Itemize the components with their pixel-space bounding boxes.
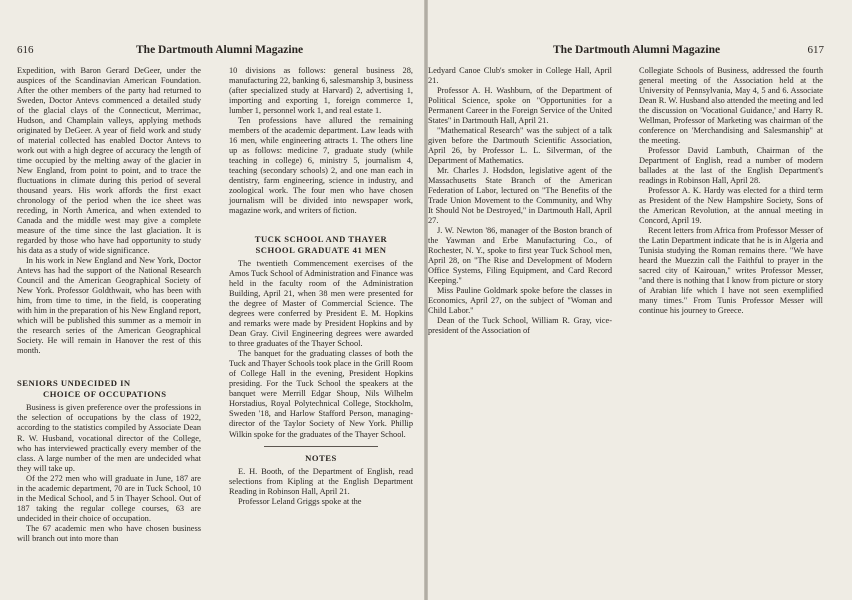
heading-line: TUCK SCHOOL AND THAYER bbox=[254, 234, 388, 245]
paragraph: 10 divisions as follows: general business 28, manufacturing 22, banking 6, salesmanship 3, business (after specialized study at Harvard) 2, advertising 1, importing and exporting 1, foreign commerce 1, lumber 1, personnel work 1, and real estate 1. bbox=[229, 66, 413, 116]
paragraph: The 67 academic men who have chosen business will branch out into more than bbox=[17, 523, 201, 543]
heading-line: SCHOOL GRADUATE 41 MEN bbox=[255, 244, 387, 255]
page-number: 617 bbox=[807, 44, 824, 56]
paragraph: Recent letters from Africa from Professor Messer of the Latin Department indicate that he is in Algeria and Tunisia studying the Roman remains there. "We have heard the Muezzin call the Faithful to prayer in the sacred city of Kairouan," writes Professor Messer, "and there is nothing that I know from picture or story of Arabian life which I have not seen exemplified many times." From Tunis Professor Messer will continue his journey to Greece. bbox=[639, 226, 823, 316]
paragraph: Ten professions have allured the remaining members of the academic department. Law leads with 16 men, while engineering attracts 1. The others line up as follows: medicine 7, graduate study (while teaching in college) 6, ministry 5, journalism 4, teaching (secondary schools) 2, and one man each in dentistry, farm engineering, science in industry, and zoological work. The four men who have chosen journalism will be divided into newspaper work, magazine work, and writers of fiction. bbox=[229, 116, 413, 216]
paragraph: Of the 272 men who will graduate in June, 187 are in the academic department, 70 are in Tuck School, 10 in the Medical School, and 5 in Thayer School. Out of 187 taking the regular college courses, 63 are undecided in their choice of occupation. bbox=[17, 473, 201, 523]
paragraph: Mr. Charles J. Hodsdon, legislative agent of the Massachusetts State Branch of the American Federation of Labor, lectured on "The Benefits of the Trade Union Movement to the Community, and Why It Should Not be Destroyed," in Dartmouth Hall, April 27. bbox=[428, 166, 612, 226]
paragraph: Miss Pauline Goldmark spoke before the classes in Economics, April 27, on the subject of "Woman and Child Labor." bbox=[428, 286, 612, 316]
page-number: 616 bbox=[17, 44, 34, 56]
paragraph: Expedition, with Baron Gerard DeGeer, under the auspices of the Scandinavian American Foundation. After the other members of the party had returned to Sweden, Doctor Antevs commenced a detailed study of the glacial clays of the Connecticut, Merrimac, Hudson, and Champlain valleys, applying methods originated by DeGeer. A year of field work and study of material collected has enabled Doctor Antevs to work out with a high degree of accuracy the length of time occupied by the melting away of the glacier in New England, from point to point, and to trace the fluctuations in climate during this period of several thousand years. His work affords the first exact chronology of the period when the ice sheet was receding, in North America, and when extended to Canada and the middle west may give a complete measure of the time since the last glaciation. It is regarded by those who have had opportunity to study his data as a study of wide significance. bbox=[17, 66, 201, 256]
paragraph: Professor David Lambuth, Chairman of the Department of English, read a number of modern ballades at the last of the English Department's readings in Robinson Hall, April 28. bbox=[639, 146, 823, 186]
paragraph: Dean of the Tuck School, William R. Gray, vice-president of the Association of bbox=[428, 316, 612, 336]
paragraph: E. H. Booth, of the Department of English, read selections from Kipling at the English Department Reading in Robinson Hall, April 21. bbox=[229, 467, 413, 497]
section-heading-notes: NOTES bbox=[305, 452, 337, 463]
paragraph: Business is given preference over the professions in the selection of occupations by the class of 1922, according to the statistics compiled by Associate Dean R. W. Husband, vocational director of the College, who has interviewed practically every member of the class. A large number of the men are undecided what they will take up. bbox=[17, 403, 201, 473]
heading-line: CHOICE OF OCCUPATIONS bbox=[43, 388, 167, 399]
divider bbox=[264, 446, 378, 447]
right-page bbox=[428, 0, 852, 600]
right-page-header bbox=[428, 44, 824, 58]
paragraph: Ledyard Canoe Club's smoker in College Hall, April 21. bbox=[428, 66, 612, 86]
left-column-2 bbox=[229, 66, 413, 507]
right-column-2 bbox=[639, 66, 823, 316]
paragraph: In his work in New England and New York, Doctor Antevs has had the support of the National Research Council and the American Geographical Society of New York. Professor Goldthwait, who has been with him, from time to time, in the field, is cooperating with him in the preparation of his New England report, which will be published this summer as a memoir in the research series of the American Geographical Society. He will remain in Hanover the rest of this month. bbox=[17, 256, 201, 356]
running-head: The Dartmouth Alumni Magazine bbox=[136, 44, 304, 56]
section-heading-tuck bbox=[229, 234, 413, 255]
paragraph: J. W. Newton '86, manager of the Boston branch of the Yawman and Erbe Manufacturing Co., of Rochester, N. Y., spoke to first year Tuck School men, April 28, on "The Rise and Development of Modern Office Systems, Filing Equipment, and Card Record Keeping." bbox=[428, 226, 612, 286]
paragraph: Professor A. H. Washburn, of the Department of Political Science, spoke on "Opportunities for a Permanent Career in the Foreign Service of the United States" in Dartmouth Hall, April 21. bbox=[428, 86, 612, 126]
left-page-header bbox=[17, 44, 407, 58]
right-column-1 bbox=[428, 66, 612, 336]
paragraph: Professor A. K. Hardy was elected for a third term as President of the New Hampshire Society, Sons of the American Revolution, at the annual meeting in Concord, April 19. bbox=[639, 186, 823, 226]
paragraph: Professor Leland Griggs spoke at the bbox=[238, 497, 362, 507]
paragraph: The banquet for the graduating classes of both the Tuck and Thayer Schools took place in the Grill Room of College Hall in the evening, President Hopkins presiding. For the Tuck School the speakers at the banquet were Merrill Edgar Shoup, Nils Wilhelm Horstadius, Royal Polytechnical College, Stockholm, Sweden '18, and Harlow Stafford Person, managing-director of the Taylor Society of New York. Phillip Wilkin spoke for the graduates of the Thayer School. bbox=[229, 349, 413, 439]
section-heading-seniors bbox=[17, 378, 201, 399]
paragraph: Collegiate Schools of Business, addressed the fourth general meeting of the Association held at the University of Pennsylvania, May 4, 5 and 6. Associate Dean R. W. Husband also attended the meeting and led the discussion on 'Vocational Guidance,' and Harry R. Wellman, Professor of Marketing was chairman of the conference on 'Merchandising and Salesmanship" at the meeting. bbox=[639, 66, 823, 146]
left-column-1 bbox=[17, 66, 201, 544]
heading-line: SENIORS UNDECIDED IN bbox=[17, 378, 131, 389]
paragraph: The twentieth Commencement exercises of the Amos Tuck School of Administration and Finance was held in the faculty room of the Administration Building, April 21, when 38 men were presented for the degree of Master of Commercial Science. The degrees were conferred by President E. M. Hopkins and remarks were made by President Hopkins and by Dean Gray. Civil Engineering degrees were awarded to three graduates of the Thayer School. bbox=[229, 259, 413, 349]
paragraph: "Mathematical Research" was the subject of a talk given before the Dartmouth Scientific Association, April 26, by Professor L. L. Silverman, of the Department of Mathematics. bbox=[428, 126, 612, 166]
left-page bbox=[0, 0, 424, 600]
running-head: The Dartmouth Alumni Magazine bbox=[553, 44, 721, 56]
